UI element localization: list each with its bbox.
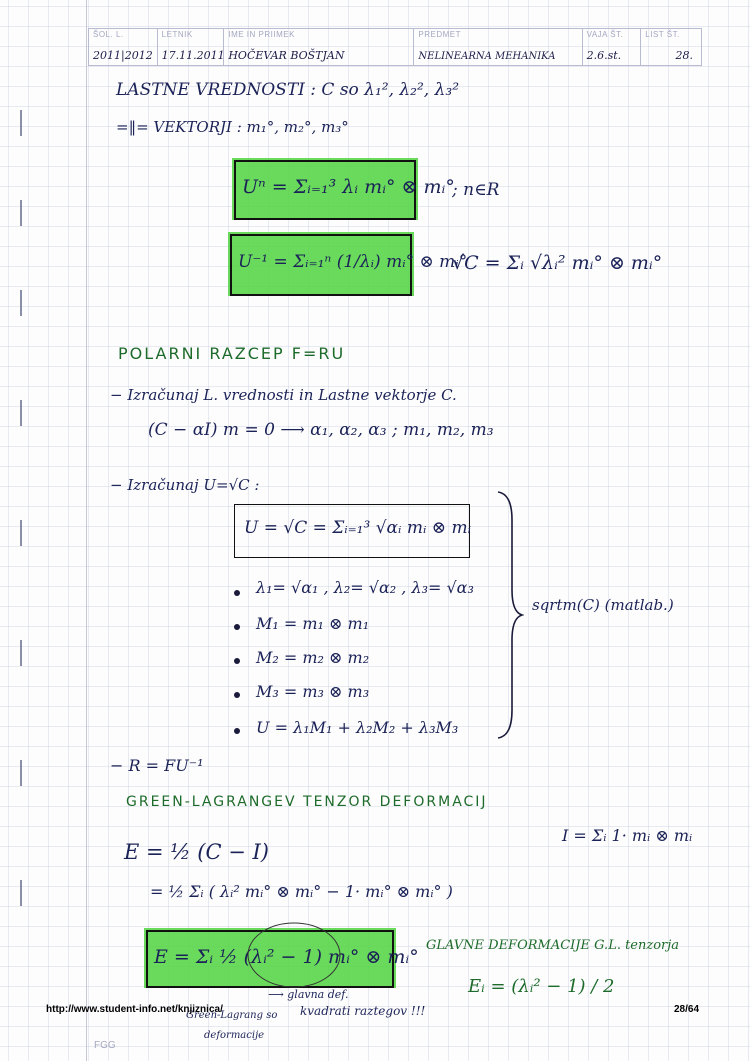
matlab-note: sqrtm(C) (matlab.): [532, 596, 674, 614]
step-eigen: − Izračunaj L. vrednosti in Lastne vektorje C.: [110, 386, 457, 404]
header-cell-sheet: [641, 29, 701, 65]
step-eigen-equation: (C − αI) m = 0 ⟶ α₁, α₂, α₃ ; m₁, m₂, m₃: [148, 420, 494, 440]
header-cell-exercise: [583, 29, 642, 65]
header-label: PREDMET: [418, 30, 462, 39]
section-heading-polar: POLARNI RAZCEP F=RU: [118, 344, 346, 363]
header-cell-name: [224, 29, 414, 65]
page-margin-line: [86, 0, 87, 1061]
binder-hole-mark: [20, 640, 22, 666]
formula-u-sqrt: U = √C = Σᵢ₌₁³ √αᵢ mᵢ ⊗ mᵢ: [244, 518, 471, 538]
header-table: [88, 28, 702, 66]
formula-u-inverse: U⁻¹ = Σᵢ₌₁ⁿ (1/λᵢ) mᵢ° ⊗ mᵢ°: [238, 252, 468, 272]
formula-identity: I = Σᵢ 1· mᵢ ⊗ mᵢ: [562, 826, 693, 845]
page-number: 28/64: [674, 1004, 700, 1015]
header-cell-subject: [414, 29, 582, 65]
header-label: LIST ŠT.: [645, 30, 680, 39]
bullet: [234, 624, 240, 630]
list-item: M₂ = m₂ ⊗ m₂: [256, 648, 370, 667]
formula-condition: ; n∈R: [452, 180, 500, 200]
bullet: [234, 692, 240, 698]
section-heading-green-lagrange: GREEN-LAGRANGEV TENZOR DEFORMACIJ: [126, 794, 488, 810]
annotation: Green-Lagrang so: [186, 1010, 278, 1021]
binder-hole-mark: [20, 400, 22, 426]
header-value: 2.6.st.: [586, 49, 622, 62]
header-label: ŠOL. L.: [93, 30, 124, 39]
header-value: 28.: [675, 49, 693, 62]
list-item: λ₁= √α₁ , λ₂= √α₂ , λ₃= √α₃: [256, 578, 474, 597]
formula-u-power-n: Uⁿ = Σᵢ₌₁³ λᵢ mᵢ° ⊗ mᵢ°: [242, 176, 455, 198]
binder-hole-mark: [20, 880, 22, 906]
binder-hole-mark: [20, 110, 22, 136]
list-item: M₃ = m₃ ⊗ m₃: [256, 682, 370, 701]
header-cell-year: [89, 29, 158, 65]
header-value: NELINEARNA MEHANIKA: [418, 51, 556, 62]
step-compute-u: − Izračunaj U=√C :: [110, 476, 260, 494]
eigenvalues-line: LASTNE VREDNOSTI : C so λ₁², λ₂², λ₃²: [116, 80, 460, 100]
eigenvectors-line: =‖= VEKTORJI : m₁°, m₂°, m₃°: [116, 118, 349, 136]
header-label: VAJA ŠT.: [586, 30, 624, 39]
bullet: [234, 590, 240, 596]
formula-e-def: E = ½ (C − I): [124, 840, 270, 864]
bullet: [234, 658, 240, 664]
formula-e-expanded: = ½ Σᵢ ( λᵢ² mᵢ° ⊗ mᵢ° − 1· mᵢ° ⊗ mᵢ° ): [150, 882, 453, 901]
header-value: HOČEVAR BOŠTJAN: [228, 49, 345, 62]
annotation: ⟶ glavna def.: [268, 988, 349, 1001]
step-rotation: − R = FU⁻¹: [110, 756, 204, 775]
principal-strain-heading: GLAVNE DEFORMACIJE G.L. tenzorja: [426, 938, 680, 953]
annotation: kvadrati raztegov !!!: [300, 1004, 426, 1018]
header-label: IME IN PRIIMEK: [228, 30, 295, 39]
header-value: 2011|2012: [93, 49, 153, 62]
binder-hole-mark: [20, 290, 22, 316]
circle-mark: [244, 920, 344, 990]
list-item: M₁ = m₁ ⊗ m₁: [256, 614, 370, 633]
corner-mark: FGG: [94, 1040, 116, 1051]
list-item: U = λ₁M₁ + λ₂M₂ + λ₃M₃: [256, 718, 459, 737]
header-cell-date: [158, 29, 225, 65]
bullet: [234, 728, 240, 734]
annotation: deformacije: [204, 1030, 265, 1041]
formula-sqrt-c: √C = Σᵢ √λᵢ² mᵢ° ⊗ mᵢ°: [452, 252, 663, 274]
formula-e-result: E = Σᵢ ½ (λᵢ² − 1) mᵢ° ⊗ mᵢ°: [154, 946, 419, 968]
header-value: 17.11.2011: [161, 49, 225, 62]
header-label: LETNIK: [161, 30, 193, 39]
source-url: http://www.student-info.net/knjiznica/: [46, 1004, 223, 1015]
curly-brace: [494, 490, 524, 740]
binder-hole-mark: [20, 200, 22, 226]
binder-hole-mark: [20, 520, 22, 546]
formula-principal-strain: Eᵢ = (λᵢ² − 1) / 2: [468, 976, 615, 997]
binder-hole-mark: [20, 760, 22, 786]
